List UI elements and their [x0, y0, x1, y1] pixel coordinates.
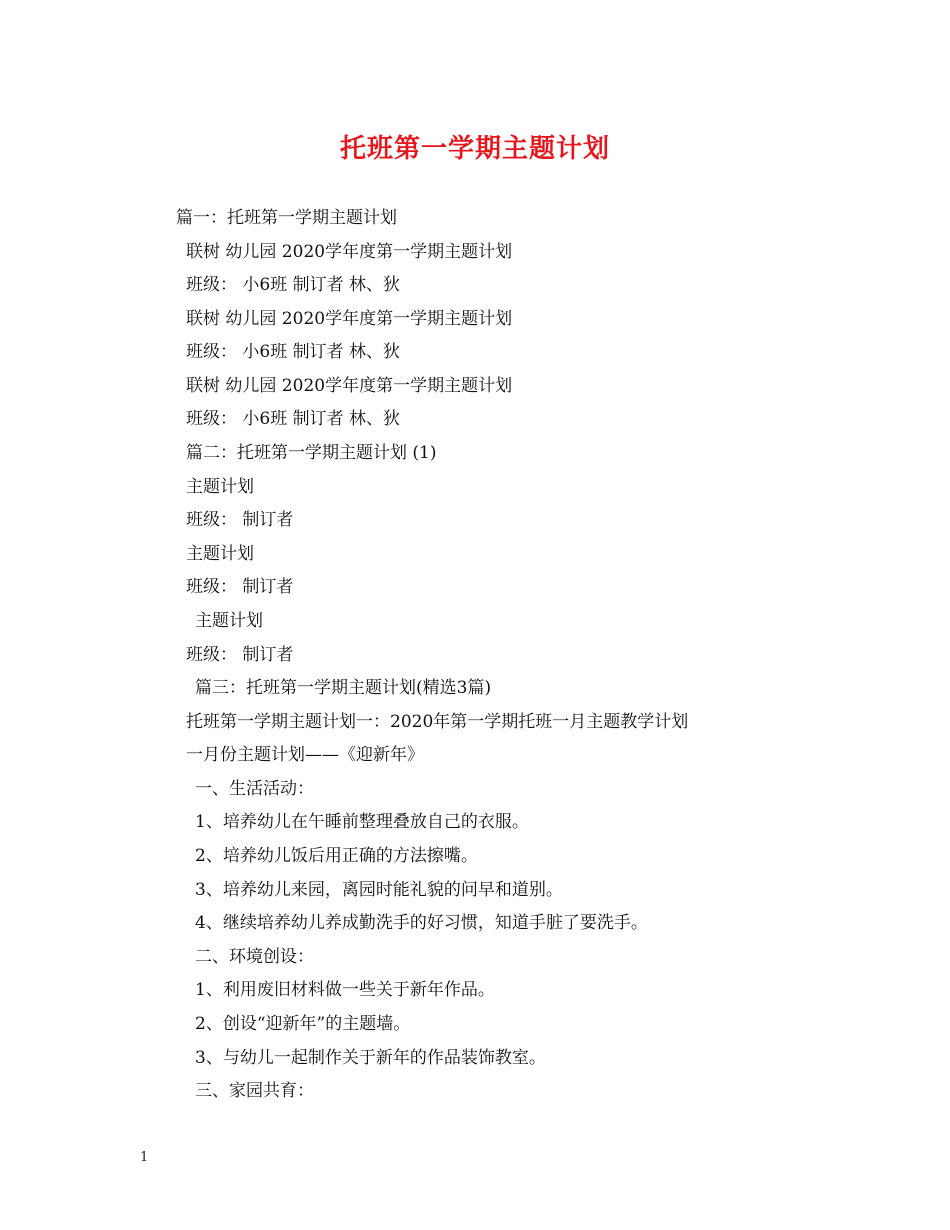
text-line: 篇一：托班第一学期主题计划 — [176, 208, 397, 228]
text-line: 4、继续培养幼儿养成勤洗手的好习惯，知道手脏了要洗手。 — [195, 913, 648, 933]
text-line: 联树 幼儿园 2020学年度第一学期主题计划 — [186, 376, 513, 396]
text-line: 3、与幼儿一起制作关于新年的作品装饰教室。 — [195, 1048, 546, 1068]
text-line: 班级： 小6班 制订者 林、狄 — [186, 409, 401, 429]
text-line: 篇二：托班第一学期主题计划 (1) — [186, 443, 437, 463]
text-line: 班级： 制订者 — [186, 577, 294, 597]
text-line: 托班第一学期主题计划一：2020年第一学期托班一月主题教学计划 — [186, 712, 689, 732]
text-line: 篇三：托班第一学期主题计划(精选3篇) — [195, 678, 492, 698]
text-line: 班级： 小6班 制订者 林、狄 — [186, 342, 401, 362]
text-line: 3、培养幼儿来园，离园时能礼貌的问早和道别。 — [195, 880, 563, 900]
text-line: 联树 幼儿园 2020学年度第一学期主题计划 — [186, 242, 513, 262]
text-line: 主题计划 — [186, 544, 254, 564]
text-line: 班级： 制订者 — [186, 510, 294, 530]
text-line: 一月份主题计划——《迎新年》 — [186, 745, 424, 765]
text-line: 班级： 小6班 制订者 林、狄 — [186, 275, 401, 295]
page-number: 1 — [140, 1150, 149, 1165]
text-line: 二、环境创设： — [195, 947, 314, 967]
text-line: 联树 幼儿园 2020学年度第一学期主题计划 — [186, 309, 513, 329]
text-line: 主题计划 — [195, 611, 263, 631]
document-title: 托班第一学期主题计划 — [339, 134, 610, 164]
text-line: 1、培养幼儿在午睡前整理叠放自己的衣服。 — [195, 812, 529, 832]
text-line: 2、创设“迎新年”的主题墙。 — [195, 1014, 411, 1034]
text-line: 班级： 制订者 — [186, 645, 294, 665]
text-line: 主题计划 — [186, 477, 254, 497]
text-line: 一、生活活动： — [195, 779, 314, 799]
text-line: 三、家园共育： — [195, 1081, 314, 1101]
text-line: 1、利用废旧材料做一些关于新年作品。 — [195, 980, 495, 1000]
text-line: 2、培养幼儿饭后用正确的方法擦嘴。 — [195, 846, 478, 866]
